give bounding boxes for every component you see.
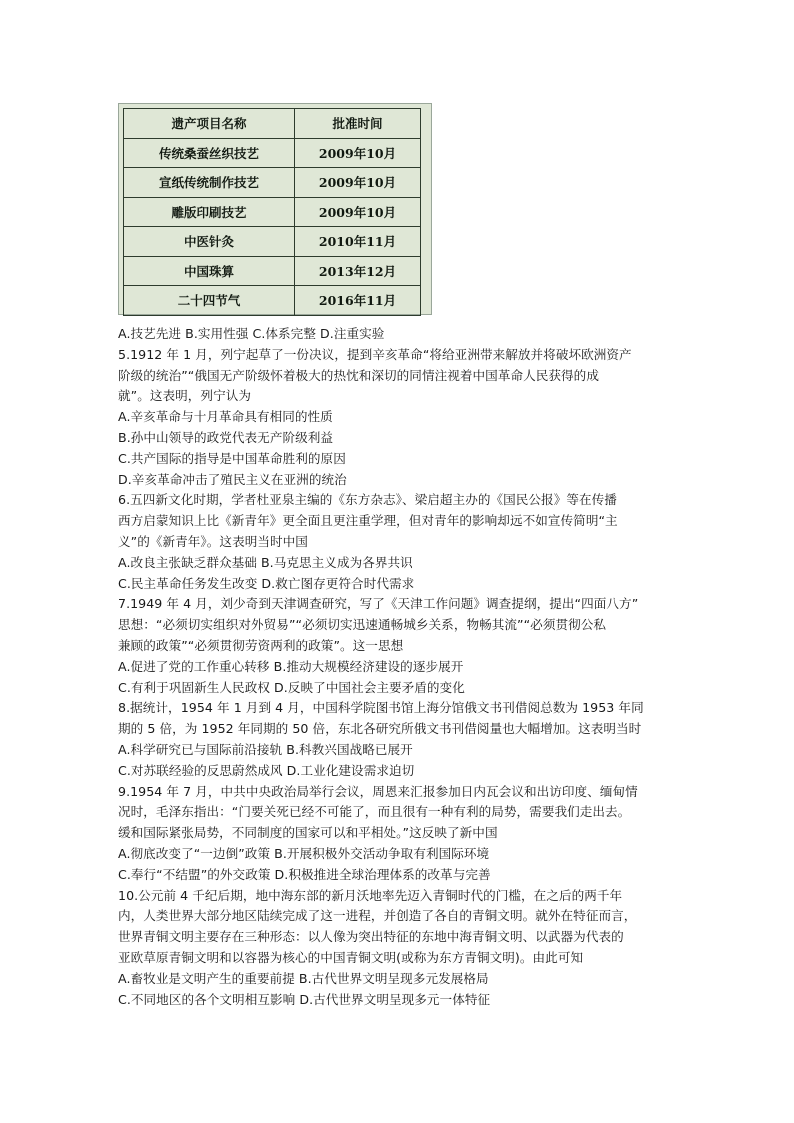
heritage-table bbox=[123, 108, 421, 316]
question-stem-line: 况时，毛泽东指出：“门要关死已经不可能了，而且很有一种有利的局势，需要我们走出去。 bbox=[118, 804, 631, 820]
question-8 bbox=[118, 698, 678, 781]
question-stem-line: 兼顾的政策”“必须贯彻劳资两利的政策”。这一思想 bbox=[118, 637, 404, 653]
table-cell: 传统桑蚕丝织技艺 bbox=[124, 138, 295, 168]
table-row bbox=[124, 286, 421, 316]
question-stem-line: 世界青铜文明主要存在三种形态：以人像为突出特征的东地中海青铜文明、以武器为代表的 bbox=[118, 929, 624, 945]
options-ab: A.促进了党的工作重心转移 B.推动大规模经济建设的逐步展开 bbox=[118, 658, 464, 674]
table-row bbox=[124, 197, 421, 227]
option-d: D.辛亥革命冲击了殖民主义在亚洲的统治 bbox=[118, 471, 347, 487]
question-stem-line: 7.1949 年 4 月，刘少奇到天津调查研究，写了《天津工作问题》调查提纲，提出“四面八方” bbox=[118, 596, 639, 612]
question-stem-line: 思想：“必须切实组织对外贸易”“必须切实迅速通畅城乡关系，物畅其流”“必须贯彻公私 bbox=[118, 617, 607, 633]
options-cd: C.对苏联经验的反思蔚然成风 D.工业化建设需求迫切 bbox=[118, 762, 415, 778]
table-row bbox=[124, 227, 421, 257]
question-stem-line: 阶级的统治”“俄国无产阶级怀着极大的热忱和深切的同情注视着中国革命人民获得的成 bbox=[118, 367, 599, 383]
question-9 bbox=[118, 782, 678, 886]
column-header-date: 批准时间 bbox=[295, 109, 421, 139]
options-cd: C.有利于巩固新生人民政权 D.反映了中国社会主要矛盾的变化 bbox=[118, 679, 465, 695]
heritage-table-image bbox=[118, 103, 432, 315]
options-ab: A.彻底改变了“一边倒”政策 B.开展积极外交活动争取有利国际环境 bbox=[118, 845, 490, 861]
table-cell: 2016年11月 bbox=[295, 286, 421, 316]
column-header-name: 遗产项目名称 bbox=[124, 109, 295, 139]
option-c: C.共产国际的指导是中国革命胜利的原因 bbox=[118, 450, 346, 466]
table-cell: 2009年10月 bbox=[295, 197, 421, 227]
options-cd: C.奉行“不结盟”的外交政策 D.积极推进全球治理体系的改革与完善 bbox=[118, 866, 491, 882]
question-5 bbox=[118, 345, 678, 491]
options-ab: A.畜牧业是文明产生的重要前提 B.古代世界文明呈现多元发展格局 bbox=[118, 970, 489, 986]
table-cell: 2010年11月 bbox=[295, 227, 421, 257]
question-stem-line: 就”。这表明，列宁认为 bbox=[118, 388, 252, 404]
question-7 bbox=[118, 594, 678, 698]
question-stem-line: 10.公元前 4 千纪后期，地中海东部的新月沃地率先迈入青铜时代的门槛，在之后的两千年 bbox=[118, 887, 623, 903]
options-ab: A.科学研究已与国际前沿接轨 B.科教兴国战略已展开 bbox=[118, 741, 413, 757]
table-cell: 中医针灸 bbox=[124, 227, 295, 257]
option-a: A.辛亥革命与十月革命具有相同的性质 bbox=[118, 409, 333, 425]
table-cell: 二十四节气 bbox=[124, 286, 295, 316]
table-cell: 2009年10月 bbox=[295, 168, 421, 198]
question-stem-line: 西方启蒙知识上比《新青年》更全面且更注重学理，但对青年的影响却远不如宣传简明“主 bbox=[118, 513, 618, 529]
table-cell: 中国珠算 bbox=[124, 256, 295, 286]
q4-options: A.技艺先进 B.实用性强 C.体系完整 D.注重实验 bbox=[118, 326, 385, 341]
question-6 bbox=[118, 490, 678, 594]
table-header-row bbox=[124, 109, 421, 139]
question-stem-line: 8.据统计，1954 年 1 月到 4 月，中国科学院图书馆上海分馆俄文书刊借阅总数为 1953 年同 bbox=[118, 700, 644, 716]
question-stem-line: 6.五四新文化时期，学者杜亚泉主编的《东方杂志》、梁启超主办的《国民公报》等在传播 bbox=[118, 492, 617, 508]
question-stem-line: 亚欧草原青铜文明和以容器为核心的中国青铜文明(或称为东方青铜文明)。由此可知 bbox=[118, 949, 584, 965]
question-10 bbox=[118, 886, 678, 1011]
question-stem-line: 5.1912 年 1 月，列宁起草了一份决议，提到辛亥革命“将给亚洲带来解放并将破坏欧洲资产 bbox=[118, 346, 632, 362]
table-row bbox=[124, 138, 421, 168]
question-stem-line: 期的 5 倍，为 1952 年同期的 50 倍，东北各研究所俄文书刊借阅量也大幅增加。这表明当时 bbox=[118, 721, 642, 737]
question-stem-line: 9.1954 年 7 月，中共中央政治局举行会议，周恩来汇报参加日内瓦会议和出访印度、缅甸情 bbox=[118, 783, 638, 799]
table-row bbox=[124, 256, 421, 286]
question-stem-line: 义”的《新青年》。这表明当时中国 bbox=[118, 533, 308, 549]
options-cd: C.不同地区的各个文明相互影响 D.古代世界文明呈现多元一体特征 bbox=[118, 991, 491, 1007]
question-stem-line: 缓和国际紧张局势，不同制度的国家可以和平相处。”这反映了新中国 bbox=[118, 825, 498, 841]
table-cell: 2013年12月 bbox=[295, 256, 421, 286]
exam-page bbox=[118, 103, 678, 1010]
table-cell: 雕版印刷技艺 bbox=[124, 197, 295, 227]
question-stem-line: 内，人类世界大部分地区陆续完成了这一进程，并创造了各自的青铜文明。就外在特征而言， bbox=[118, 908, 637, 924]
table-cell: 2009年10月 bbox=[295, 138, 421, 168]
options-cd: C.民主革命任务发生改变 D.救亡图存更符合时代需求 bbox=[118, 575, 415, 591]
option-b: B.孙中山领导的政党代表无产阶级利益 bbox=[118, 429, 334, 445]
options-ab: A.改良主张缺乏群众基础 B.马克思主义成为各界共识 bbox=[118, 554, 413, 570]
table-cell: 宣纸传统制作技艺 bbox=[124, 168, 295, 198]
table-row bbox=[124, 168, 421, 198]
